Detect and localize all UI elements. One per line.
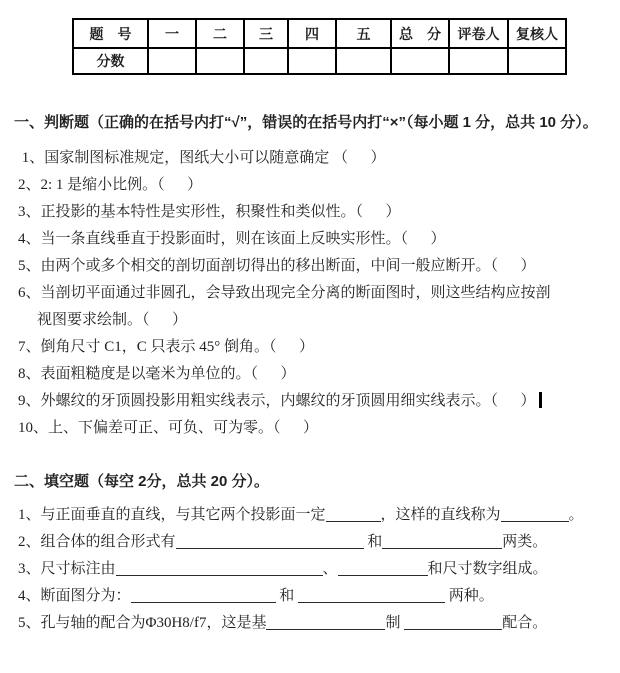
score-table [72,18,567,75]
tf-question-9 [14,388,612,415]
tf-question-6-line1: 6、当剖切平面通过非圆孔，会导致出现完全分离的断面图时，则这些结构应按剖 [18,285,551,301]
header-question-number: 题 号 [73,19,148,48]
tf-question-4: 4、当一条直线垂直于投影面时，则在该面上反映实形性。（ ） [18,231,446,247]
blank-underline[interactable] [382,537,502,549]
fill-question-5-text: 配合。 [502,615,548,631]
fill-question-4-text: 两种。 [445,588,494,604]
header-part-3: 三 [244,19,288,48]
fill-question-1-text: 。 [568,507,584,523]
fill-question-3-text: 3、尺寸标注由 [18,561,116,577]
fill-question-4-text: 和 [275,588,299,604]
tf-question-5: 5、由两个或多个相交的剖切面剖切得出的移出断面，中间一般应断开。（ ） [18,258,536,274]
fill-question-5-text: 5、孔与轴的配合为Φ30H8/f7，这是基 [18,615,267,631]
score-cell[interactable] [336,48,391,74]
fill-question-1-text: 1、与正面垂直的直线，与其它两个投影面一定 [18,507,326,523]
fill-question-2-text: 和 [363,534,383,550]
fill-question-5-text: 制 [385,615,405,631]
blank-underline[interactable] [501,510,569,522]
tf-question-8: 8、表面粗糙度是以毫米为单位的。（ ） [18,366,296,382]
header-grader: 评卷人 [449,19,508,48]
blank-underline[interactable] [176,537,364,549]
blank-underline[interactable] [131,591,276,603]
text-cursor [539,392,542,408]
fill-question-3-text: 和尺寸数字组成。 [427,561,548,577]
tf-question-10: 10、上、下偏差可正、可负、可为零。（ ） [18,420,319,436]
blank-underline[interactable] [326,510,381,522]
fill-question-3-text: 、 [322,561,338,577]
score-cell[interactable] [288,48,336,74]
fill-question-2-text: 2、组合体的组合形式有 [18,534,176,550]
tf-question-9-text: 9、外螺纹的牙顶圆投影用粗实线表示，内螺纹的牙顶圆用细实线表示。（ ） [18,393,536,409]
score-cell[interactable] [508,48,566,74]
header-total-score: 总 分 [391,19,449,48]
header-part-5: 五 [336,19,391,48]
blank-underline[interactable] [338,564,428,576]
tf-question-3: 3、正投影的基本特性是实形性，积聚性和类似性。（ ） [18,204,401,220]
tf-question-6 [14,280,612,334]
section2-title: 二、填空题（每空 2分，总共 20 分）。 [14,473,270,490]
tf-question-6-line2: 视图要求绘制。（ ） [37,312,188,328]
fill-blank-question-list [14,502,612,637]
fill-question-1-text: ，这样的直线称为 [380,507,501,523]
fill-question-4-text: 4、断面图分为： [18,588,131,604]
score-cell[interactable] [196,48,244,74]
exam-body [14,111,612,637]
score-table-header-row [73,19,566,48]
tf-question-1: 1、国家制图标准规定，图纸大小可以随意确定 （ ） [18,150,386,166]
score-table-score-row [73,48,566,74]
section1-title: 一、判断题（正确的在括号内打“√”，错误的在括号内打“×”（每小题 1 分，总共 10 分）。 [14,114,598,131]
score-cell[interactable] [391,48,449,74]
fill-question-5 [14,610,612,637]
header-reviewer: 复核人 [508,19,566,48]
header-part-2: 二 [196,19,244,48]
fill-question-3 [14,556,612,583]
blank-underline[interactable] [266,618,385,630]
true-false-question-list [14,145,612,442]
fill-question-1 [14,502,612,529]
header-part-4: 四 [288,19,336,48]
score-cell[interactable] [148,48,196,74]
fill-question-2-text: 两类。 [502,534,548,550]
score-cell[interactable] [449,48,508,74]
fill-question-4 [14,583,612,610]
fill-question-2 [14,529,612,556]
score-row-label: 分数 [73,48,148,74]
tf-question-2: 2、2: 1 是缩小比例。（ ） [18,177,203,193]
blank-underline[interactable] [116,564,323,576]
header-part-1: 一 [148,19,196,48]
score-cell[interactable] [244,48,288,74]
tf-question-7: 7、倒角尺寸 C1，C 只表示 45° 倒角。（ ） [18,339,315,355]
blank-underline[interactable] [404,618,502,630]
blank-underline[interactable] [298,591,445,603]
